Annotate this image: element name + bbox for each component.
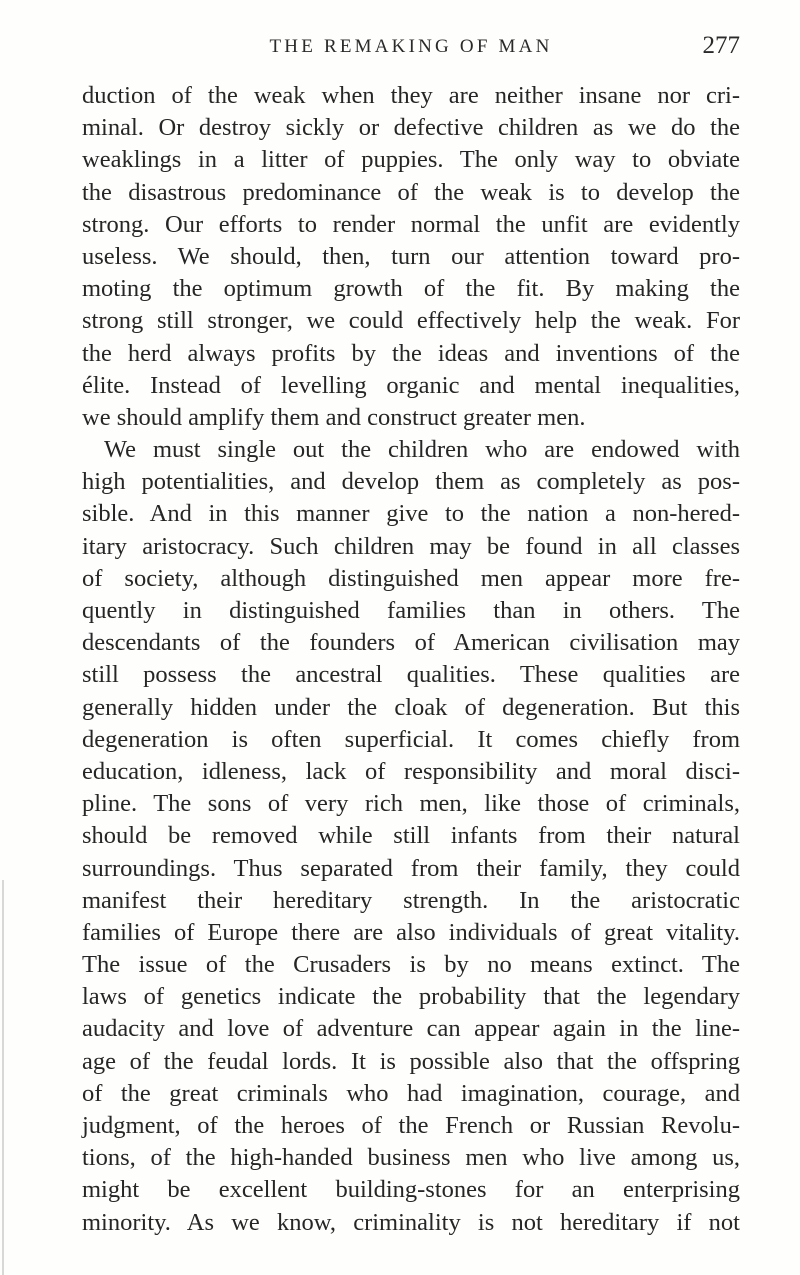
text-line: still possess the ancestral qualities. These qualities are	[82, 661, 740, 689]
text-line: minal. Or destroy sickly or defective children as we do the	[82, 114, 740, 142]
page-header	[82, 30, 740, 64]
text-line: judgment, of the heroes of the French or Russian Revolu-	[82, 1112, 740, 1139]
text-line: pline. The sons of very rich men, like those of criminals,	[82, 790, 740, 818]
text-line: age of the feudal lords. It is possible also that the offspring	[82, 1047, 740, 1075]
text-line: high potentialities, and develop them as completely as pos-	[82, 468, 740, 496]
text-line: of the great criminals who had imagination, courage, and	[82, 1079, 740, 1107]
text-line: élite. Instead of levelling organic and mental inequalities,	[82, 371, 740, 399]
text-line: minority. As we know, criminality is not hereditary if not	[82, 1208, 740, 1236]
text-line: weaklings in a litter of puppies. The only way to obviate	[82, 146, 740, 174]
text-line: the herd always profits by the ideas and inventions of the	[82, 339, 740, 367]
text-line: degeneration is often superficial. It comes chiefly from	[82, 725, 740, 753]
text-line: should be removed while still infants from their natural	[82, 822, 740, 850]
running-title: THE REMAKING OF MAN	[269, 36, 553, 57]
text-line: sible. And in this manner give to the nation a non-hered-	[82, 500, 740, 528]
paragraph-end-line: we should amplify them and construct greater men.	[82, 403, 586, 431]
text-line: of society, although distinguished men appear more fre-	[82, 564, 740, 592]
text-line: the disastrous predominance of the weak is to develop the	[82, 178, 740, 206]
text-line: might be excellent building-stones for an enterprising	[82, 1176, 740, 1204]
text-line: laws of genetics indicate the probability that the legendary	[82, 983, 740, 1011]
text-line: audacity and love of adventure can appear again in the line-	[82, 1015, 740, 1043]
text-line: strong still stronger, we could effectively help the weak. For	[82, 307, 740, 335]
paragraph-start-line: We must single out the children who are endowed with	[104, 436, 740, 464]
text-line: families of Europe there are also individuals of great vitality.	[82, 918, 740, 946]
text-line: moting the optimum growth of the fit. By making the	[82, 275, 740, 303]
text-line: surroundings. Thus separated from their family, they could	[82, 854, 740, 882]
text-line: descendants of the founders of American civilisation may	[82, 629, 740, 657]
body-text	[82, 80, 740, 1239]
page-number: 277	[702, 32, 740, 59]
text-line: strong. Our efforts to render normal the unfit are evidently	[82, 210, 740, 238]
text-line: tions, of the high-handed business men who live among us,	[82, 1144, 740, 1172]
text-line: The issue of the Crusaders is by no means extinct. The	[82, 951, 740, 979]
text-line: itary aristocracy. Such children may be found in all classes	[82, 532, 740, 560]
text-line: education, idleness, lack of responsibility and moral disci-	[82, 757, 740, 785]
text-line: quently in distinguished families than in others. The	[82, 597, 740, 624]
text-line: manifest their hereditary strength. In the aristocratic	[82, 886, 740, 914]
text-line: useless. We should, then, turn our attention toward pro-	[82, 242, 740, 270]
page-edge-shadow	[2, 880, 4, 1275]
text-line: duction of the weak when they are neither insane nor cri-	[82, 82, 740, 109]
text-line: generally hidden under the cloak of degeneration. But this	[82, 693, 740, 721]
